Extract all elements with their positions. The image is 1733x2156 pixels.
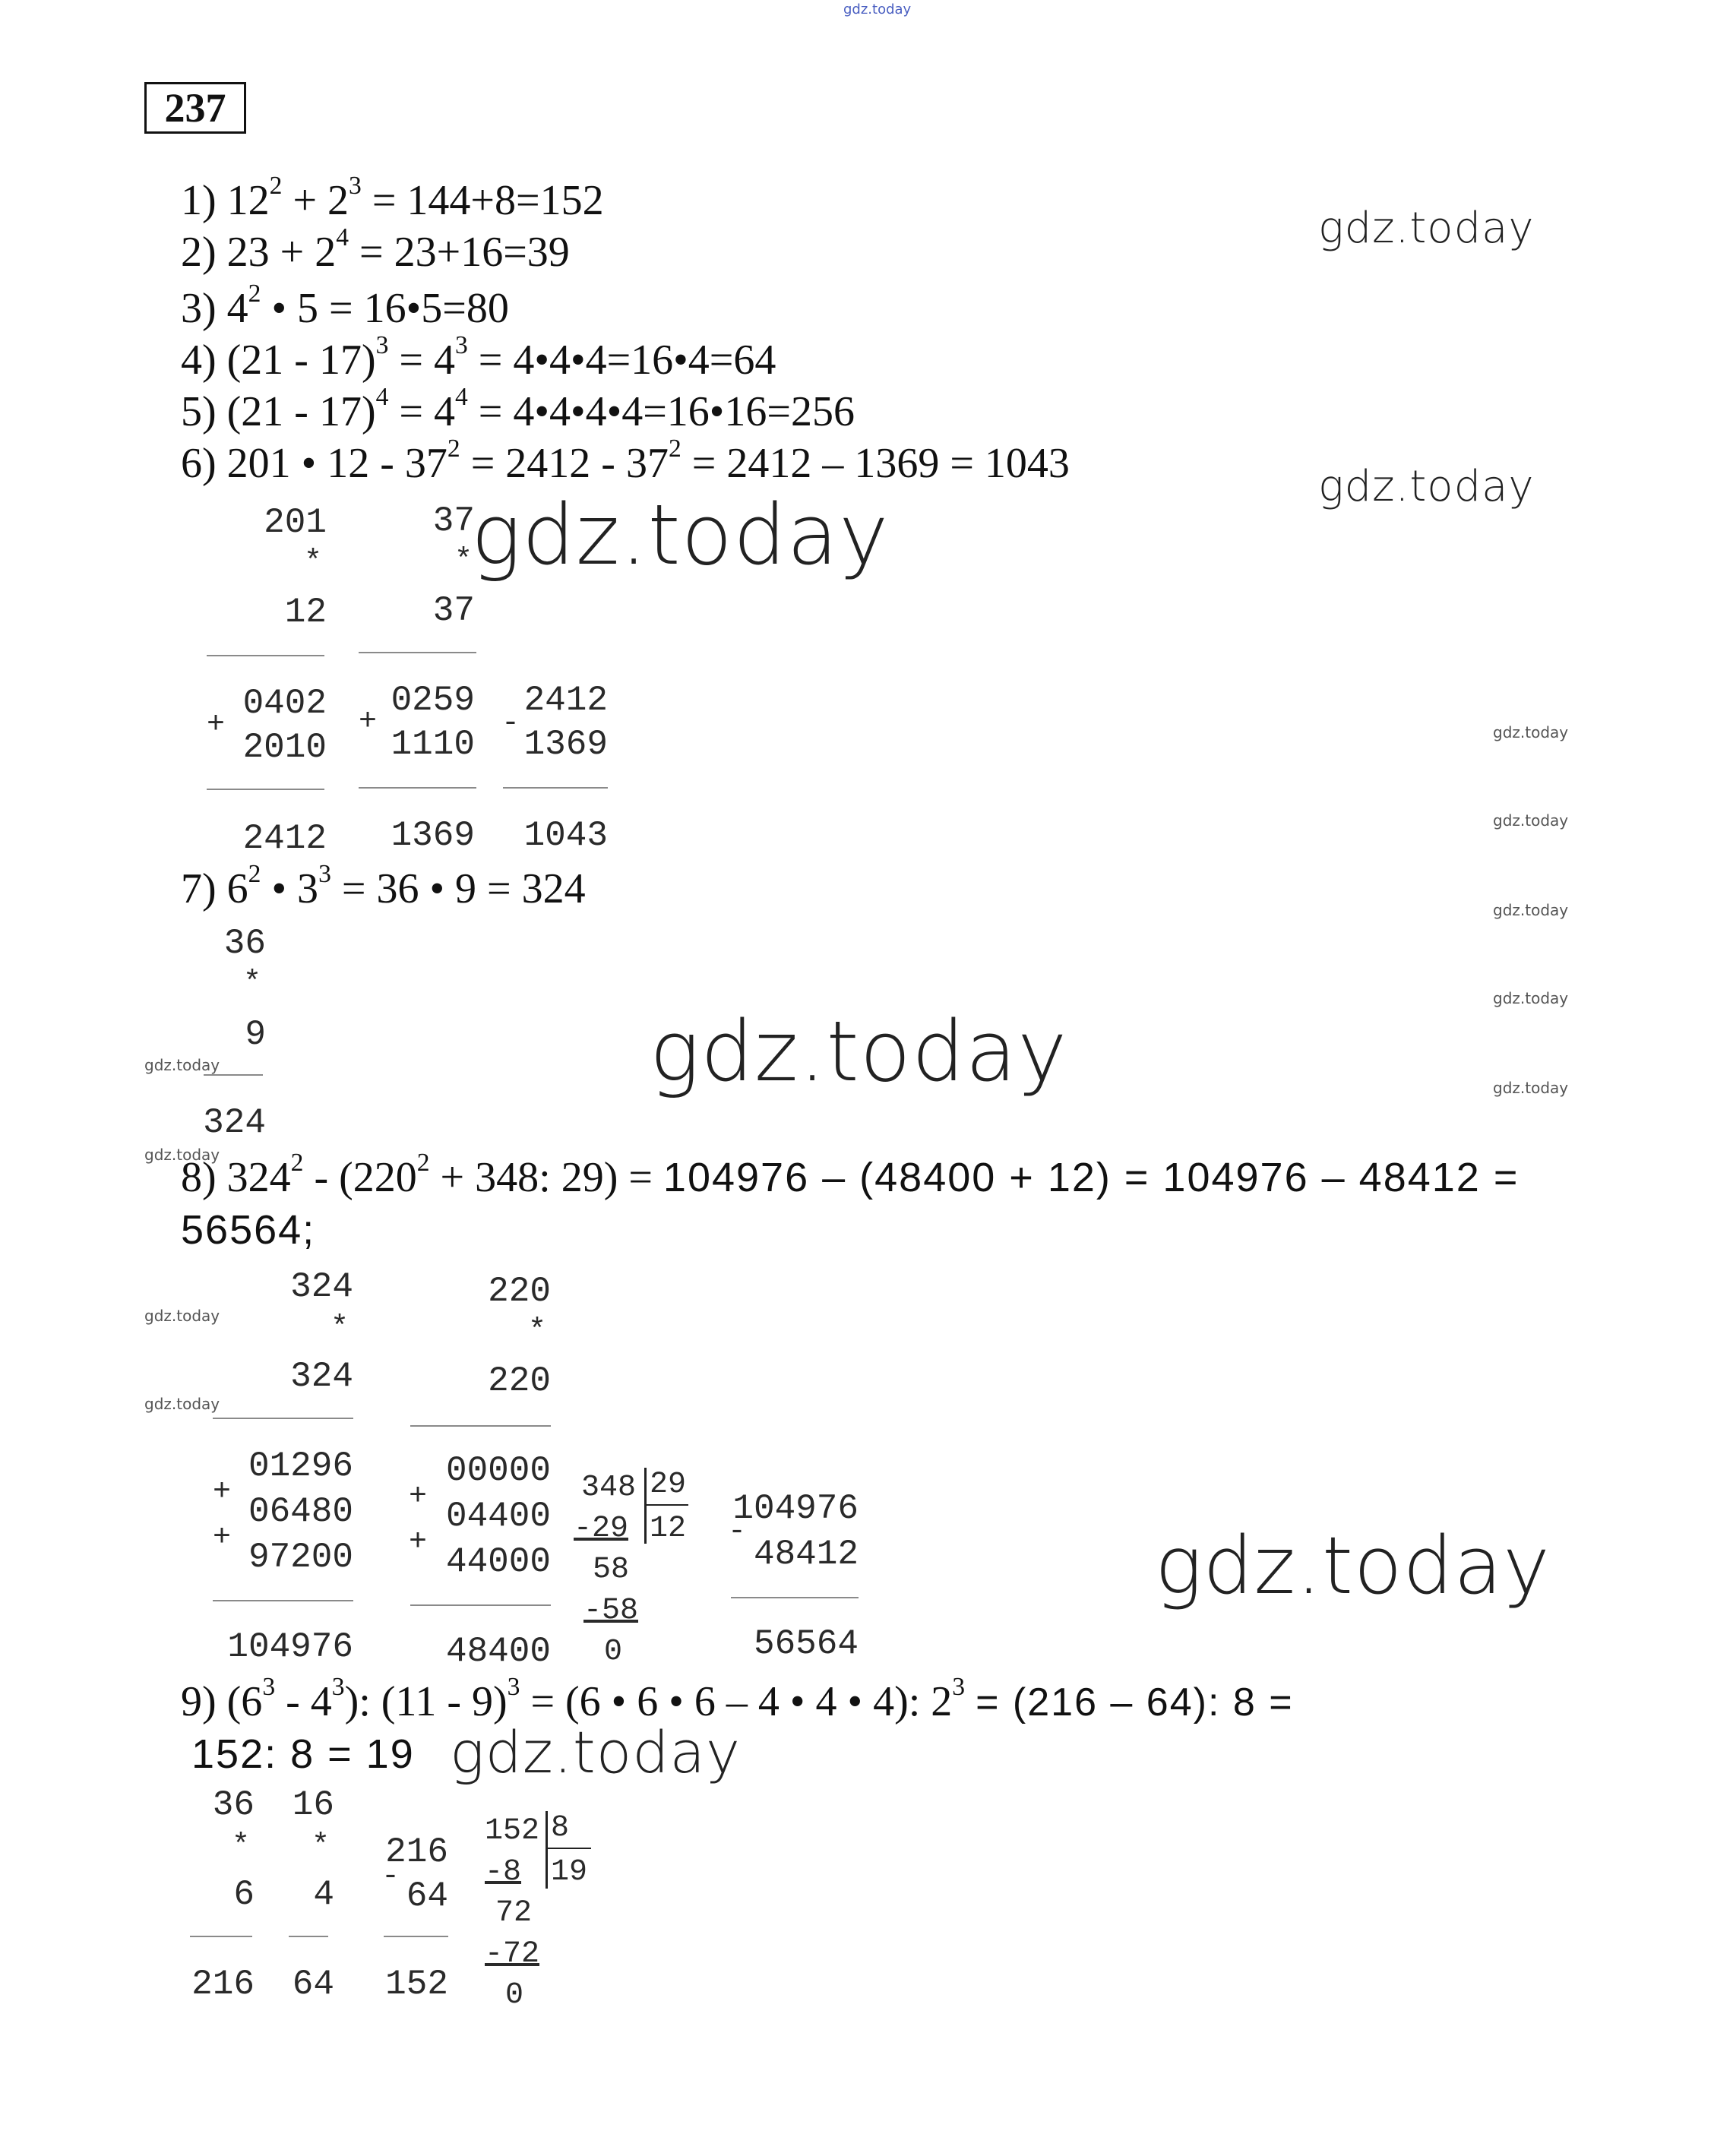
calc-sub-result: 1043 — [523, 816, 608, 855]
watermark-small: gdz.today — [144, 1395, 220, 1413]
calc9-a2: 16 — [292, 1785, 334, 1825]
calc-201-p2: 2010 — [242, 728, 327, 767]
calc-324-op: * — [330, 1311, 349, 1345]
calc9-minus: - — [381, 1860, 400, 1894]
calc-201-p1: 0402 — [242, 684, 327, 723]
calc9-op1: * — [232, 1829, 251, 1864]
calc-37-a: 37 — [432, 501, 475, 541]
item-7: 7) $6^2$ • $3^3 = 36$ • 9 = 324 — [181, 860, 586, 912]
div-348-dividend: 348 — [581, 1471, 637, 1505]
calc-220-b: 220 — [488, 1361, 551, 1401]
div-348-rem1: 58 — [593, 1553, 630, 1587]
rule — [190, 1936, 252, 1937]
calc-36-a: 36 — [223, 924, 266, 963]
division-bar — [644, 1468, 647, 1544]
watermark-small: gdz.today — [1493, 901, 1569, 919]
watermark: gdz.today — [650, 1003, 1068, 1100]
calc9-sb: 64 — [406, 1876, 448, 1916]
calc-324-p1: 01296 — [248, 1446, 353, 1486]
calc-sub-b: 1369 — [523, 725, 608, 764]
calc-201-result: 2412 — [242, 819, 327, 858]
rule — [289, 1936, 328, 1937]
rule — [731, 1597, 859, 1598]
watermark-small: gdz.today — [1493, 723, 1569, 741]
watermark: gdz.today — [1318, 204, 1535, 253]
calc-sub-a: 2412 — [523, 681, 608, 720]
calc-220-p1: 00000 — [445, 1451, 551, 1491]
div-348-sub1: -29 — [574, 1512, 629, 1546]
calc-sub2-result: 56564 — [753, 1624, 859, 1664]
calc-220-plus1: + — [409, 1480, 428, 1514]
item-8-line2: 56564; — [181, 1207, 316, 1253]
item-5: 5) $(21 - 17)^4 = 4^4$ = 4•4•4•4=16•16=256 — [181, 383, 855, 435]
watermark-small: gdz.today — [144, 1056, 220, 1074]
rule — [207, 789, 324, 790]
calc-36-result: 324 — [203, 1103, 266, 1143]
item-8: 8) $324^2 - (220^2 + 348$: 29) = 104976 – (48400 + 12) = 104976 – 48412 = — [181, 1149, 1520, 1201]
calc-37-p2: 1110 — [391, 725, 475, 764]
calc-37-plus: + — [359, 705, 378, 739]
watermark-small: gdz.today — [1493, 989, 1569, 1007]
item-9: 9) $(6^3 - 4^3)$: (11 - 9)$^3$ = (6 • 6 • 6 – 4 • 4 • 4): $2^3 = (216 - 64)$: 8 = — [181, 1673, 1294, 1725]
calc-220-op: * — [528, 1314, 547, 1348]
problem-number: 237 — [164, 85, 226, 131]
calc-36-op: * — [243, 966, 262, 1001]
calc-sub2-b: 48412 — [753, 1535, 859, 1574]
calc9-b1: 6 — [233, 1875, 255, 1914]
item-1: 1) $12^2 + 2^3 = 144+8=152$ — [181, 172, 604, 224]
calc-324-b: 324 — [290, 1357, 353, 1396]
calc-201-op: * — [304, 545, 323, 580]
rule — [204, 1074, 263, 1076]
calc-324-plus2: + — [213, 1521, 232, 1555]
div-348-sub2: -58 — [583, 1594, 639, 1628]
calc9-r1: 216 — [191, 1965, 255, 2004]
calc-201-a: 201 — [264, 503, 327, 542]
rule — [359, 652, 476, 653]
problem-number-box — [144, 82, 246, 134]
watermark-small: gdz.today — [144, 1146, 220, 1164]
calc9-op2: * — [311, 1829, 330, 1864]
item-9-line2: 152: 8 = 19 — [191, 1731, 415, 1777]
calc-37-result: 1369 — [391, 816, 475, 855]
calc-37-b: 37 — [432, 591, 475, 631]
div-152-rem1: 72 — [495, 1896, 533, 1930]
rule — [503, 787, 608, 789]
calc9-sr: 152 — [385, 1965, 448, 2004]
rule — [359, 787, 476, 789]
calc-sub-minus: - — [501, 707, 520, 741]
watermark-small: gdz.today — [1493, 811, 1569, 830]
watermark-small: gdz.today — [144, 1307, 220, 1325]
item-3: 3) $4^2$ • 5 = 16•5=80 — [181, 280, 509, 332]
calc9-sa: 216 — [385, 1832, 448, 1872]
calc-37-p1: 0259 — [391, 681, 475, 720]
div-152-rem2: 0 — [505, 1978, 524, 2012]
watermark: gdz.today — [1318, 462, 1535, 511]
item-2: 2) $23 + 2^4 = 23+16=39$ — [181, 223, 570, 276]
div-152-divisor: 8 — [551, 1811, 570, 1845]
watermark: gdz.today — [450, 1718, 741, 1786]
division-bar — [546, 1811, 548, 1889]
calc9-a1: 36 — [212, 1785, 255, 1825]
header-watermark: gdz.today — [843, 2, 912, 17]
rule — [384, 1936, 448, 1937]
calc-324-p2: 06480 — [248, 1492, 353, 1532]
rule — [207, 655, 324, 656]
item-6: 6) 201 • $12 - 37^2 = 2412 - 37^2 = 2412 - 1369 = 1043$ — [181, 435, 1070, 487]
calc9-r2: 64 — [292, 1965, 334, 2004]
watermark: gdz.today — [471, 486, 890, 583]
calc-sub2-minus: - — [728, 1515, 747, 1549]
watermark-small: gdz.today — [1493, 1079, 1569, 1097]
calc-sub2-a: 104976 — [732, 1489, 859, 1528]
calc-201-b: 12 — [284, 593, 327, 632]
rule — [213, 1600, 353, 1601]
calc-324-plus1: + — [213, 1475, 232, 1510]
calc-324-p3: 97200 — [248, 1538, 353, 1577]
calc-36-b: 9 — [245, 1015, 266, 1054]
calc-324-a: 324 — [290, 1267, 353, 1307]
item-4: 4) $(21 - 17)^3 = 4^3$ = 4•4•4=16•4=64 — [181, 331, 776, 384]
div-348-divisor: 29 — [650, 1468, 687, 1502]
div-152-sub2: -72 — [485, 1937, 540, 1971]
calc-220-result: 48400 — [445, 1632, 551, 1671]
div-152-dividend: 152 — [485, 1814, 540, 1848]
calc-220-plus2: + — [409, 1525, 428, 1560]
calc-220-a: 220 — [488, 1272, 551, 1311]
division-rule — [644, 1504, 688, 1506]
div-348-quotient: 12 — [650, 1512, 687, 1546]
rule — [213, 1418, 353, 1419]
div-348-rem2: 0 — [604, 1635, 623, 1669]
div-152-sub1: -8 — [485, 1855, 522, 1889]
rule — [410, 1425, 551, 1427]
calc-201-plus: + — [207, 708, 226, 742]
calc-37-op: * — [454, 544, 473, 578]
calc-220-p3: 44000 — [445, 1542, 551, 1582]
calc9-b2: 4 — [313, 1875, 334, 1914]
calc-324-result: 104976 — [227, 1627, 353, 1667]
watermark: gdz.today — [1155, 1519, 1551, 1612]
rule — [410, 1604, 551, 1606]
division-rule — [546, 1848, 591, 1849]
calc-220-p2: 04400 — [445, 1497, 551, 1536]
div-152-quotient: 19 — [551, 1855, 588, 1889]
